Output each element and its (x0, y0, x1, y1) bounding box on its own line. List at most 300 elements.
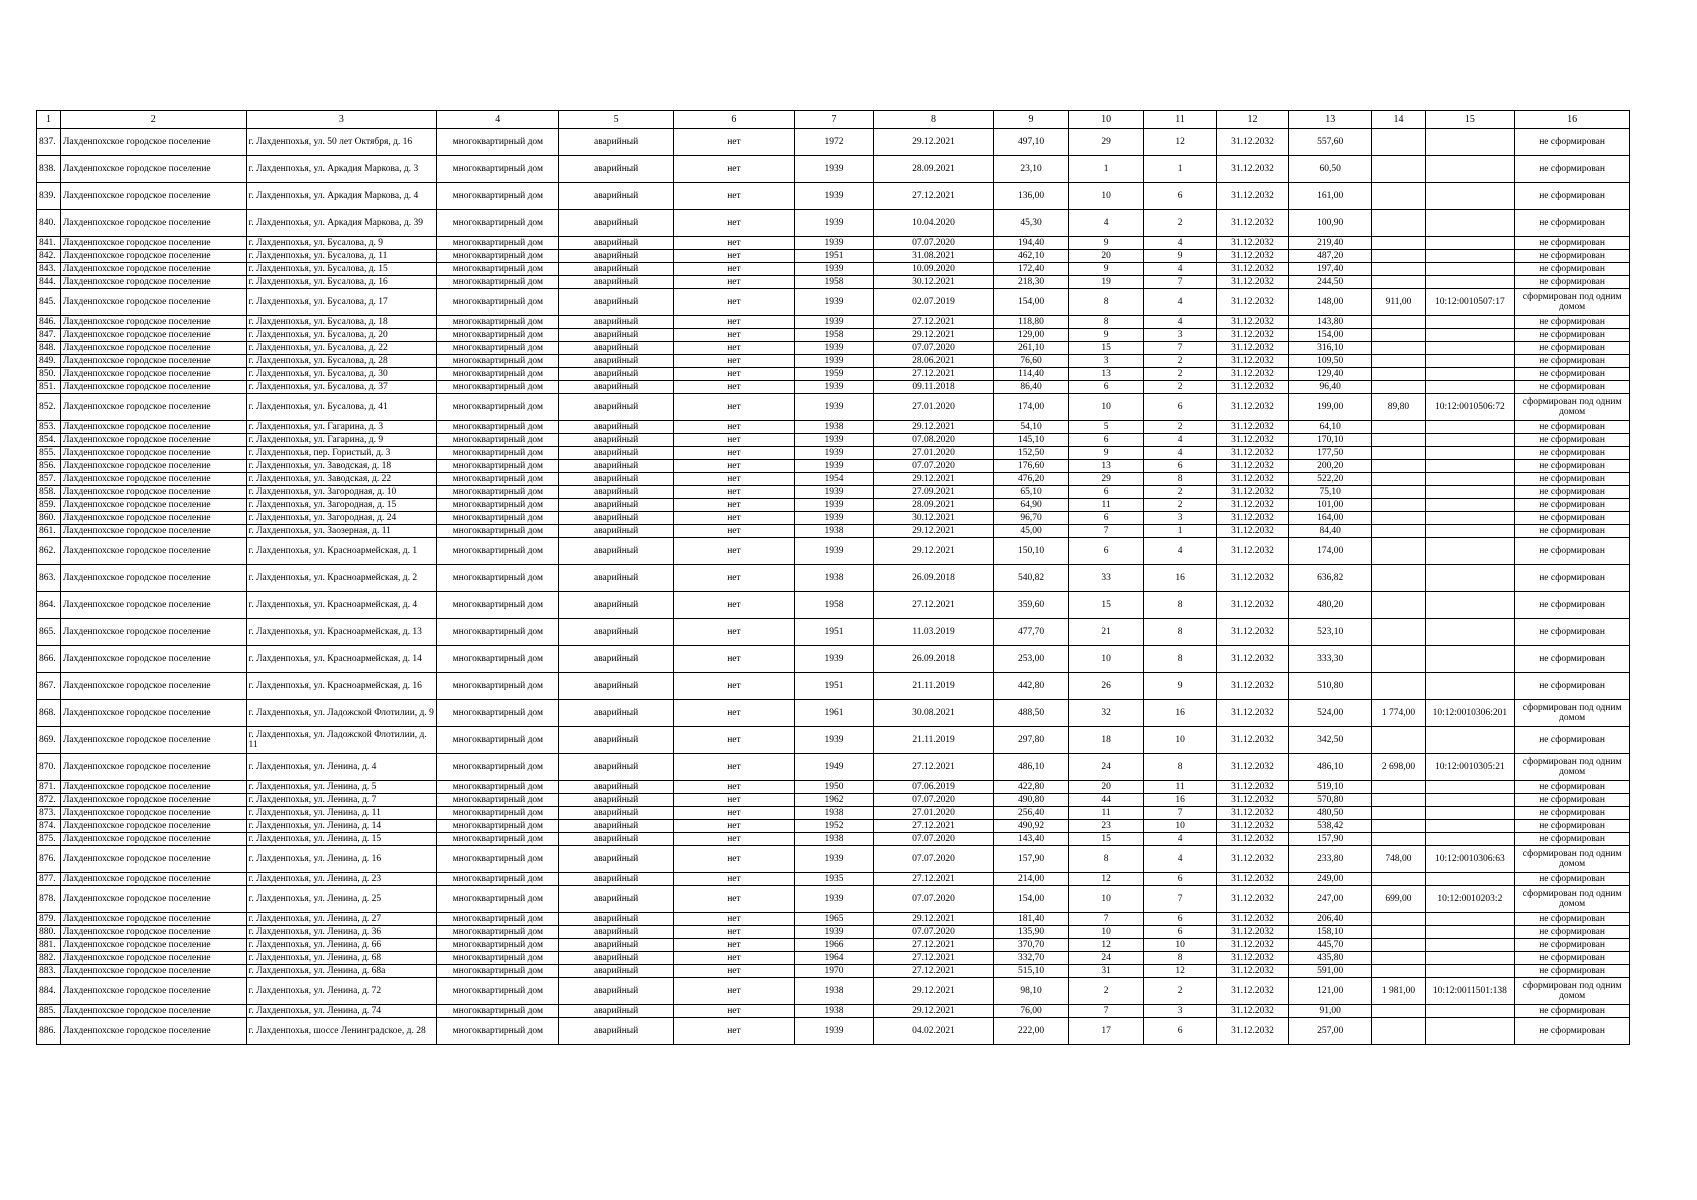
cell-residents-count: 15 (1069, 592, 1144, 619)
cell-settlement: Лахденпохское городское поселение (60, 846, 246, 873)
cell-condition-status: аварийный (559, 394, 674, 421)
cell-land-status: не сформирован (1515, 820, 1630, 833)
cell-settlement: Лахденпохское городское поселение (60, 820, 246, 833)
cell-resettlement-date: 31.12.2032 (1217, 447, 1289, 460)
cell-area-value: 143,40 (993, 833, 1068, 846)
cell-row-number: 855. (37, 447, 61, 460)
cell-resettlement-date: 31.12.2032 (1217, 913, 1289, 926)
cell-recognition-date: 28.06.2021 (874, 355, 994, 368)
cell-resettlement-date: 31.12.2032 (1217, 499, 1289, 512)
cell-flag-value: нет (673, 460, 794, 473)
cell-land-status: не сформирован (1515, 673, 1630, 700)
cell-settlement: Лахденпохское городское поселение (60, 473, 246, 486)
cell-land-status: не сформирован (1515, 565, 1630, 592)
cell-cadastral-number (1425, 1018, 1515, 1045)
cell-building-type: многоквартирный дом (437, 460, 559, 473)
cell-address: г. Лахденпохья, ул. Ленина, д. 23 (246, 873, 437, 886)
cell-resettlement-date: 31.12.2032 (1217, 1018, 1289, 1045)
cell-settlement: Лахденпохское городское поселение (60, 538, 246, 565)
cell-condition-status: аварийный (559, 210, 674, 237)
cell-residents-count: 4 (1069, 210, 1144, 237)
cell-land-area: 748,00 (1372, 846, 1425, 873)
cell-row-number: 854. (37, 434, 61, 447)
cell-recognition-date: 29.12.2021 (874, 1005, 994, 1018)
cell-flag-value: нет (673, 210, 794, 237)
cell-total-area: 342,50 (1289, 727, 1372, 754)
cell-address: г. Лахденпохья, ул. Аркадия Маркова, д. 4 (246, 183, 437, 210)
cell-settlement: Лахденпохское городское поселение (60, 381, 246, 394)
cell-row-number: 846. (37, 316, 61, 329)
cell-residents-count: 44 (1069, 794, 1144, 807)
cell-settlement: Лахденпохское городское поселение (60, 886, 246, 913)
cell-condition-status: аварийный (559, 368, 674, 381)
cell-apartments-count: 10 (1144, 727, 1217, 754)
cell-flag-value: нет (673, 355, 794, 368)
cell-build-year: 1970 (794, 965, 873, 978)
cell-land-status: не сформирован (1515, 939, 1630, 952)
cell-condition-status: аварийный (559, 434, 674, 447)
cell-condition-status: аварийный (559, 1018, 674, 1045)
cell-building-type: многоквартирный дом (437, 939, 559, 952)
cell-cadastral-number (1425, 473, 1515, 486)
cell-resettlement-date: 31.12.2032 (1217, 846, 1289, 873)
cell-cadastral-number (1425, 913, 1515, 926)
cell-row-number: 878. (37, 886, 61, 913)
cell-apartments-count: 8 (1144, 473, 1217, 486)
cell-total-area: 174,00 (1289, 538, 1372, 565)
cell-row-number: 841. (37, 237, 61, 250)
cell-condition-status: аварийный (559, 486, 674, 499)
cell-land-area (1372, 355, 1425, 368)
cell-land-area (1372, 263, 1425, 276)
table-row (37, 807, 1630, 820)
table-row (37, 499, 1630, 512)
cell-build-year: 1951 (794, 673, 873, 700)
cell-cadastral-number (1425, 833, 1515, 846)
table-row (37, 978, 1630, 1005)
cell-cadastral-number (1425, 250, 1515, 263)
cell-condition-status: аварийный (559, 673, 674, 700)
cell-settlement: Лахденпохское городское поселение (60, 1018, 246, 1045)
cell-cadastral-number (1425, 565, 1515, 592)
cell-condition-status: аварийный (559, 538, 674, 565)
cell-resettlement-date: 31.12.2032 (1217, 342, 1289, 355)
cell-land-status: не сформирован (1515, 499, 1630, 512)
cell-land-status: не сформирован (1515, 619, 1630, 646)
cell-cadastral-number (1425, 965, 1515, 978)
cell-residents-count: 10 (1069, 926, 1144, 939)
cell-build-year: 1939 (794, 727, 873, 754)
cell-building-type: многоквартирный дом (437, 499, 559, 512)
cell-residents-count: 7 (1069, 525, 1144, 538)
cell-land-area (1372, 499, 1425, 512)
cell-flag-value: нет (673, 781, 794, 794)
cell-build-year: 1938 (794, 1005, 873, 1018)
table-row (37, 512, 1630, 525)
cell-area-value: 129,00 (993, 329, 1068, 342)
cell-condition-status: аварийный (559, 316, 674, 329)
cell-total-area: 197,40 (1289, 263, 1372, 276)
cell-cadastral-number (1425, 781, 1515, 794)
cell-address: г. Лахденпохья, ул. Красноармейская, д. 2 (246, 565, 437, 592)
table-row (37, 754, 1630, 781)
cell-flag-value: нет (673, 381, 794, 394)
col-header-7: 7 (794, 111, 873, 129)
cell-build-year: 1939 (794, 512, 873, 525)
cell-apartments-count: 7 (1144, 807, 1217, 820)
cell-residents-count: 20 (1069, 781, 1144, 794)
cell-flag-value: нет (673, 1018, 794, 1045)
cell-address: г. Лахденпохья, ул. Бусалова, д. 15 (246, 263, 437, 276)
cell-condition-status: аварийный (559, 952, 674, 965)
cell-resettlement-date: 31.12.2032 (1217, 368, 1289, 381)
cell-total-area: 480,50 (1289, 807, 1372, 820)
cell-address: г. Лахденпохья, ул. Ладожской Флотилии, д. 9 (246, 700, 437, 727)
cell-build-year: 1939 (794, 499, 873, 512)
cell-cadastral-number: 10:12:0010306:63 (1425, 846, 1515, 873)
cell-area-value: 136,00 (993, 183, 1068, 210)
cell-area-value: 486,10 (993, 754, 1068, 781)
cell-area-value: 256,40 (993, 807, 1068, 820)
col-header-8: 8 (874, 111, 994, 129)
cell-condition-status: аварийный (559, 846, 674, 873)
cell-settlement: Лахденпохское городское поселение (60, 619, 246, 646)
cell-land-status: не сформирован (1515, 316, 1630, 329)
cell-apartments-count: 4 (1144, 237, 1217, 250)
cell-settlement: Лахденпохское городское поселение (60, 700, 246, 727)
cell-area-value: 359,60 (993, 592, 1068, 619)
cell-row-number: 864. (37, 592, 61, 619)
cell-cadastral-number (1425, 512, 1515, 525)
cell-area-value: 497,10 (993, 129, 1068, 156)
cell-land-area (1372, 1018, 1425, 1045)
cell-residents-count: 17 (1069, 1018, 1144, 1045)
cell-condition-status: аварийный (559, 833, 674, 846)
cell-building-type: многоквартирный дом (437, 129, 559, 156)
cell-area-value: 176,60 (993, 460, 1068, 473)
cell-address: г. Лахденпохья, ул. Ленина, д. 4 (246, 754, 437, 781)
cell-land-area (1372, 525, 1425, 538)
cell-apartments-count: 4 (1144, 447, 1217, 460)
cell-total-area: 177,50 (1289, 447, 1372, 460)
cell-cadastral-number (1425, 486, 1515, 499)
cell-condition-status: аварийный (559, 781, 674, 794)
cell-build-year: 1939 (794, 1018, 873, 1045)
cell-apartments-count: 4 (1144, 316, 1217, 329)
cell-build-year: 1949 (794, 754, 873, 781)
cell-resettlement-date: 31.12.2032 (1217, 565, 1289, 592)
cell-resettlement-date: 31.12.2032 (1217, 619, 1289, 646)
cell-resettlement-date: 31.12.2032 (1217, 794, 1289, 807)
cell-cadastral-number (1425, 156, 1515, 183)
cell-row-number: 876. (37, 846, 61, 873)
cell-resettlement-date: 31.12.2032 (1217, 525, 1289, 538)
cell-recognition-date: 27.12.2021 (874, 873, 994, 886)
cell-total-area: 109,50 (1289, 355, 1372, 368)
cell-land-area (1372, 460, 1425, 473)
cell-building-type: многоквартирный дом (437, 447, 559, 460)
cell-building-type: многоквартирный дом (437, 289, 559, 316)
cell-residents-count: 13 (1069, 368, 1144, 381)
cell-cadastral-number (1425, 355, 1515, 368)
cell-land-status: не сформирован (1515, 381, 1630, 394)
cell-cadastral-number: 10:12:0010507:17 (1425, 289, 1515, 316)
cell-row-number: 865. (37, 619, 61, 646)
cell-land-status: не сформирован (1515, 512, 1630, 525)
cell-condition-status: аварийный (559, 886, 674, 913)
cell-condition-status: аварийный (559, 1005, 674, 1018)
cell-settlement: Лахденпохское городское поселение (60, 183, 246, 210)
cell-settlement: Лахденпохское городское поселение (60, 250, 246, 263)
table-row (37, 886, 1630, 913)
col-header-14: 14 (1372, 111, 1425, 129)
cell-recognition-date: 27.12.2021 (874, 316, 994, 329)
cell-build-year: 1939 (794, 394, 873, 421)
cell-apartments-count: 4 (1144, 833, 1217, 846)
cell-cadastral-number: 10:12:0010305:21 (1425, 754, 1515, 781)
cell-total-area: 316,10 (1289, 342, 1372, 355)
cell-building-type: многоквартирный дом (437, 592, 559, 619)
cell-row-number: 886. (37, 1018, 61, 1045)
cell-recognition-date: 27.01.2020 (874, 807, 994, 820)
cell-condition-status: аварийный (559, 447, 674, 460)
cell-condition-status: аварийный (559, 355, 674, 368)
cell-land-area (1372, 939, 1425, 952)
cell-residents-count: 2 (1069, 978, 1144, 1005)
cell-building-type: многоквартирный дом (437, 368, 559, 381)
cell-recognition-date: 07.07.2020 (874, 794, 994, 807)
cell-total-area: 249,00 (1289, 873, 1372, 886)
cell-cadastral-number (1425, 342, 1515, 355)
cell-area-value: 490,80 (993, 794, 1068, 807)
cell-flag-value: нет (673, 833, 794, 846)
cell-land-status: не сформирован (1515, 434, 1630, 447)
cell-flag-value: нет (673, 886, 794, 913)
cell-settlement: Лахденпохское городское поселение (60, 926, 246, 939)
cell-row-number: 870. (37, 754, 61, 781)
cell-land-status: не сформирован (1515, 460, 1630, 473)
cell-address: г. Лахденпохья, ул. Ленина, д. 36 (246, 926, 437, 939)
cell-area-value: 114,40 (993, 368, 1068, 381)
cell-row-number: 849. (37, 355, 61, 368)
cell-land-area (1372, 673, 1425, 700)
cell-flag-value: нет (673, 250, 794, 263)
cell-settlement: Лахденпохское городское поселение (60, 952, 246, 965)
cell-address: г. Лахденпохья, ул. Бусалова, д. 11 (246, 250, 437, 263)
cell-land-area (1372, 965, 1425, 978)
cell-residents-count: 1 (1069, 156, 1144, 183)
cell-building-type: многоквартирный дом (437, 276, 559, 289)
table-row (37, 289, 1630, 316)
cell-address: г. Лахденпохья, ул. Бусалова, д. 9 (246, 237, 437, 250)
cell-build-year: 1959 (794, 368, 873, 381)
cell-build-year: 1939 (794, 434, 873, 447)
cell-land-area (1372, 210, 1425, 237)
cell-flag-value: нет (673, 316, 794, 329)
cell-apartments-count: 4 (1144, 434, 1217, 447)
cell-area-value: 253,00 (993, 646, 1068, 673)
cell-resettlement-date: 31.12.2032 (1217, 486, 1289, 499)
cell-resettlement-date: 31.12.2032 (1217, 512, 1289, 525)
cell-land-area (1372, 250, 1425, 263)
cell-row-number: 869. (37, 727, 61, 754)
cell-total-area: 200,20 (1289, 460, 1372, 473)
cell-row-number: 851. (37, 381, 61, 394)
cell-resettlement-date: 31.12.2032 (1217, 807, 1289, 820)
cell-address: г. Лахденпохья, ул. Красноармейская, д. 4 (246, 592, 437, 619)
cell-resettlement-date: 31.12.2032 (1217, 421, 1289, 434)
cell-address: г. Лахденпохья, ул. Ладожской Флотилии, д. 11 (246, 727, 437, 754)
cell-total-area: 96,40 (1289, 381, 1372, 394)
cell-recognition-date: 11.03.2019 (874, 619, 994, 646)
cell-apartments-count: 6 (1144, 926, 1217, 939)
cell-land-area (1372, 538, 1425, 565)
cell-land-status: сформирован под одним домом (1515, 754, 1630, 781)
cell-apartments-count: 3 (1144, 329, 1217, 342)
cell-land-area (1372, 926, 1425, 939)
cell-total-area: 164,00 (1289, 512, 1372, 525)
cell-building-type: многоквартирный дом (437, 794, 559, 807)
cell-condition-status: аварийный (559, 965, 674, 978)
cell-building-type: многоквартирный дом (437, 183, 559, 210)
cell-building-type: многоквартирный дом (437, 381, 559, 394)
cell-build-year: 1939 (794, 263, 873, 276)
cell-apartments-count: 2 (1144, 368, 1217, 381)
cell-land-area (1372, 421, 1425, 434)
cell-condition-status: аварийный (559, 237, 674, 250)
cell-area-value: 76,00 (993, 1005, 1068, 1018)
cell-cadastral-number (1425, 807, 1515, 820)
cell-row-number: 845. (37, 289, 61, 316)
cell-total-area: 60,50 (1289, 156, 1372, 183)
cell-land-status: не сформирован (1515, 210, 1630, 237)
cell-recognition-date: 29.12.2021 (874, 913, 994, 926)
cell-total-area: 101,00 (1289, 499, 1372, 512)
cell-area-value: 261,10 (993, 342, 1068, 355)
cell-flag-value: нет (673, 499, 794, 512)
cell-row-number: 872. (37, 794, 61, 807)
cell-build-year: 1938 (794, 807, 873, 820)
cell-address: г. Лахденпохья, ул. Ленина, д. 74 (246, 1005, 437, 1018)
cell-flag-value: нет (673, 183, 794, 210)
table-row (37, 1005, 1630, 1018)
cell-address: г. Лахденпохья, ул. Бусалова, д. 20 (246, 329, 437, 342)
cell-total-area: 219,40 (1289, 237, 1372, 250)
cell-land-area (1372, 565, 1425, 592)
cell-build-year: 1938 (794, 978, 873, 1005)
table-row (37, 342, 1630, 355)
cell-row-number: 884. (37, 978, 61, 1005)
cell-row-number: 871. (37, 781, 61, 794)
cell-building-type: многоквартирный дом (437, 700, 559, 727)
cell-total-area: 538,42 (1289, 820, 1372, 833)
cell-area-value: 488,50 (993, 700, 1068, 727)
cell-land-status: не сформирован (1515, 807, 1630, 820)
cell-condition-status: аварийный (559, 700, 674, 727)
cell-address: г. Лахденпохья, ул. Заводская, д. 18 (246, 460, 437, 473)
column-number-row (37, 111, 1630, 129)
cell-address: г. Лахденпохья, ул. Загородная, д. 24 (246, 512, 437, 525)
cell-recognition-date: 09.11.2018 (874, 381, 994, 394)
col-header-6: 6 (673, 111, 794, 129)
cell-cadastral-number (1425, 129, 1515, 156)
cell-condition-status: аварийный (559, 329, 674, 342)
cell-area-value: 86,40 (993, 381, 1068, 394)
cell-apartments-count: 1 (1144, 156, 1217, 183)
cell-total-area: 522,20 (1289, 473, 1372, 486)
cell-settlement: Лахденпохское городское поселение (60, 129, 246, 156)
cell-address: г. Лахденпохья, ул. Бусалова, д. 28 (246, 355, 437, 368)
cell-building-type: многоквартирный дом (437, 754, 559, 781)
cell-settlement: Лахденпохское городское поселение (60, 276, 246, 289)
cell-apartments-count: 12 (1144, 965, 1217, 978)
cell-recognition-date: 07.07.2020 (874, 237, 994, 250)
cell-land-area (1372, 237, 1425, 250)
cell-row-number: 842. (37, 250, 61, 263)
cell-row-number: 860. (37, 512, 61, 525)
cell-recognition-date: 21.11.2019 (874, 727, 994, 754)
cell-residents-count: 6 (1069, 512, 1144, 525)
cell-apartments-count: 6 (1144, 460, 1217, 473)
cell-building-type: многоквартирный дом (437, 1018, 559, 1045)
cell-land-status: не сформирован (1515, 965, 1630, 978)
cell-recognition-date: 07.07.2020 (874, 342, 994, 355)
cell-settlement: Лахденпохское городское поселение (60, 210, 246, 237)
cell-settlement: Лахденпохское городское поселение (60, 355, 246, 368)
table-body (37, 129, 1630, 1045)
cell-settlement: Лахденпохское городское поселение (60, 965, 246, 978)
cell-cadastral-number (1425, 381, 1515, 394)
cell-land-status: не сформирован (1515, 473, 1630, 486)
cell-address: г. Лахденпохья, ул. Аркадия Маркова, д. 39 (246, 210, 437, 237)
cell-recognition-date: 27.01.2020 (874, 447, 994, 460)
cell-build-year: 1951 (794, 619, 873, 646)
cell-cadastral-number (1425, 646, 1515, 673)
cell-land-status: не сформирован (1515, 156, 1630, 183)
cell-total-area: 64,10 (1289, 421, 1372, 434)
table-row (37, 525, 1630, 538)
cell-condition-status: аварийный (559, 873, 674, 886)
cell-flag-value: нет (673, 512, 794, 525)
cell-condition-status: аварийный (559, 978, 674, 1005)
cell-total-area: 158,10 (1289, 926, 1372, 939)
cell-apartments-count: 8 (1144, 592, 1217, 619)
cell-row-number: 857. (37, 473, 61, 486)
cell-resettlement-date: 31.12.2032 (1217, 473, 1289, 486)
cell-address: г. Лахденпохья, ул. 50 лет Октября, д. 16 (246, 129, 437, 156)
cell-area-value: 152,50 (993, 447, 1068, 460)
cell-apartments-count: 9 (1144, 250, 1217, 263)
col-header-11: 11 (1144, 111, 1217, 129)
cell-building-type: многоквартирный дом (437, 342, 559, 355)
cell-settlement: Лахденпохское городское поселение (60, 592, 246, 619)
cell-flag-value: нет (673, 873, 794, 886)
cell-area-value: 118,80 (993, 316, 1068, 329)
cell-area-value: 65,10 (993, 486, 1068, 499)
cell-total-area: 480,20 (1289, 592, 1372, 619)
cell-build-year: 1972 (794, 129, 873, 156)
cell-settlement: Лахденпохское городское поселение (60, 342, 246, 355)
cell-recognition-date: 27.09.2021 (874, 486, 994, 499)
cell-land-area: 1 981,00 (1372, 978, 1425, 1005)
cell-land-status: не сформирован (1515, 913, 1630, 926)
cell-building-type: многоквартирный дом (437, 1005, 559, 1018)
col-header-9: 9 (993, 111, 1068, 129)
cell-land-status: сформирован под одним домом (1515, 978, 1630, 1005)
cell-residents-count: 21 (1069, 619, 1144, 646)
cell-land-area (1372, 807, 1425, 820)
cell-build-year: 1962 (794, 794, 873, 807)
